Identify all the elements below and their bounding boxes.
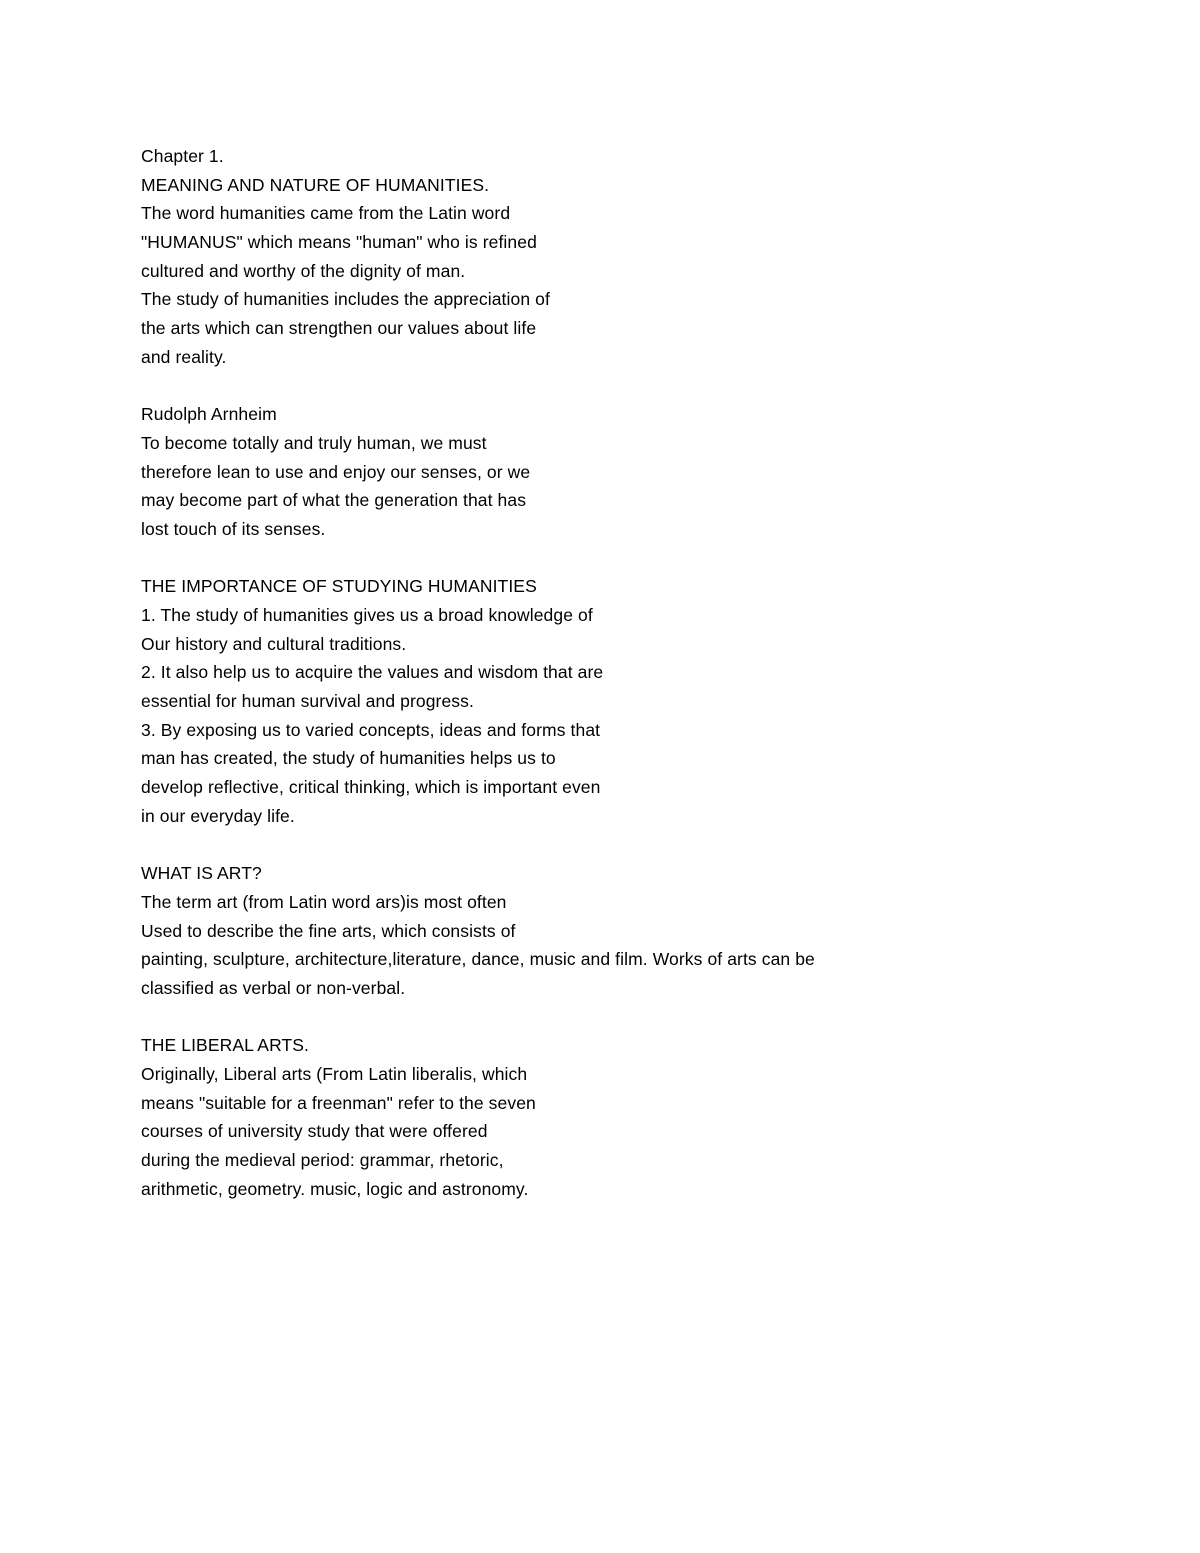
document-body: [141, 142, 1041, 1203]
chapter-title: MEANING AND NATURE OF HUMANITIES.: [141, 174, 490, 195]
text-line: courses of university study that were offered: [141, 1121, 488, 1142]
paragraph-spacer: [141, 372, 1041, 401]
text-line: To become totally and truly human, we must: [141, 432, 487, 453]
text-line: painting, sculpture, architecture,literature, dance, music and film. Works of arts can be: [141, 949, 815, 970]
section-heading: THE LIBERAL ARTS.: [141, 1035, 310, 1056]
text-line: Our history and cultural traditions.: [141, 633, 407, 654]
section-art: [141, 859, 1041, 1002]
text-line: The study of humanities includes the appreciation of: [141, 289, 550, 310]
section-arnheim: [141, 400, 1041, 543]
text-line: develop reflective, critical thinking, which is important even: [141, 777, 601, 798]
text-line: 3. By exposing us to varied concepts, ideas and forms that: [141, 719, 601, 740]
quote-author: Rudolph Arnheim: [141, 404, 277, 425]
paragraph-spacer: [141, 831, 1041, 860]
text-line: The word humanities came from the Latin word: [141, 203, 511, 224]
text-line: lost touch of its senses.: [141, 518, 326, 539]
text-line: man has created, the study of humanities helps us to: [141, 748, 556, 769]
section-importance: [141, 572, 1041, 830]
section-heading: WHAT IS ART?: [141, 863, 262, 884]
text-line: means "suitable for a freenman" refer to the seven: [141, 1092, 536, 1113]
text-line: essential for human survival and progress.: [141, 691, 474, 712]
text-line: cultured and worthy of the dignity of man.: [141, 260, 466, 281]
text-line: during the medieval period: grammar, rhetoric,: [141, 1150, 504, 1171]
section-chapter: [141, 142, 1041, 372]
text-line: 1. The study of humanities gives us a broad knowledge of: [141, 605, 593, 625]
section-heading: THE IMPORTANCE OF STUDYING HUMANITIES: [141, 576, 537, 597]
paragraph-spacer: [141, 544, 1041, 573]
text-line: therefore lean to use and enjoy our senses, or we: [141, 461, 531, 482]
text-line: "HUMANUS" which means "human" who is refined: [141, 232, 537, 253]
text-line: 2. It also help us to acquire the values and wisdom that are: [141, 662, 604, 683]
text-line: Used to describe the fine arts, which consists of: [141, 920, 516, 941]
text-line: The term art (from Latin word ars)is most often: [141, 891, 507, 912]
text-line: and reality.: [141, 346, 227, 367]
text-line: classified as verbal or non-verbal.: [141, 977, 406, 998]
text-line: may become part of what the generation that has: [141, 490, 527, 511]
section-liberal-arts: [141, 1031, 1041, 1203]
paragraph-spacer: [141, 1003, 1041, 1032]
text-line: Originally, Liberal arts (From Latin liberalis, which: [141, 1064, 528, 1084]
text-line: in our everyday life.: [141, 805, 295, 826]
chapter-number: Chapter 1.: [141, 146, 224, 166]
text-line: the arts which can strengthen our values about life: [141, 318, 537, 339]
text-line: arithmetic, geometry. music, logic and astronomy.: [141, 1178, 529, 1199]
